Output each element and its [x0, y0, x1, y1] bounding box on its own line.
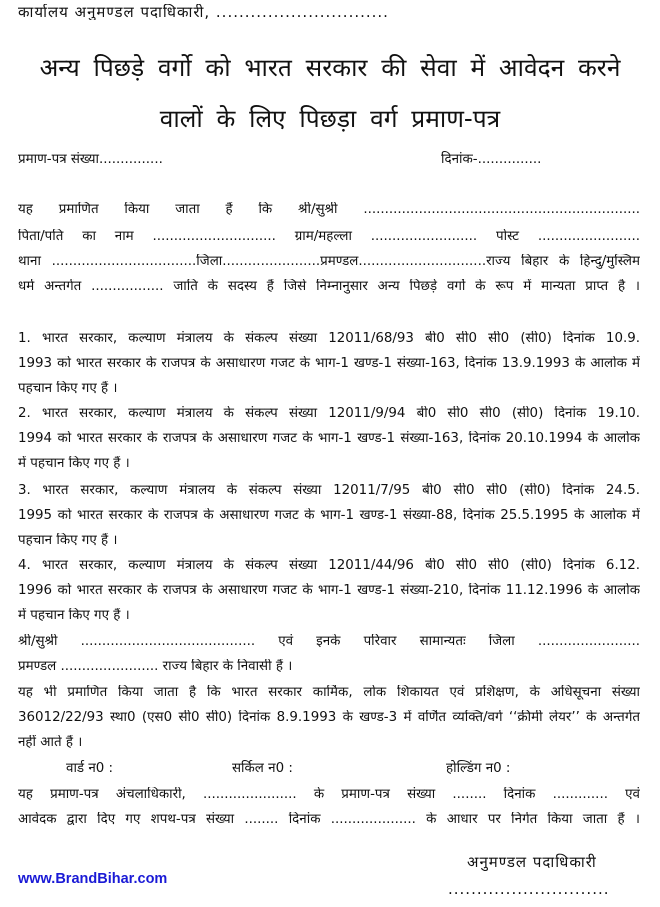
item-3-line: 1995 को भारत सरकार के राजपत्र के असाधारण गजट के भाग-1 खण्ड-1 संख्या-88, दिनांक 25.5.1995 के आलोक में	[18, 508, 640, 523]
intro-line: थाना ..................................जिला.......................प्रमण्डल..............................राज्य बिहार के हिन्दु/मुस्लिम	[18, 254, 640, 269]
creamy-layer-line: यह भी प्रमाणित किया जाता है कि भारत सरकार कार्मिक, लोक शिकायत एवं प्रशिक्षण, के अधिसूचना संख्या	[18, 685, 640, 700]
circle-number-label: सर्किल न0 :	[232, 761, 293, 776]
item-1-line: पहचान किए गए हैं ।	[18, 381, 118, 396]
intro-line: यह प्रमाणित किया जाता हैं कि श्री/सुश्री .................................................................	[18, 202, 640, 217]
certificate-date: दिनांक-...............	[441, 152, 542, 167]
issue-line: यह प्रमाण-पत्र अंचलाधिकारी, ...................... के प्रमाण-पत्र संख्या ........ दिनांक ............. एवं	[18, 787, 640, 802]
intro-line: धर्म अन्तर्गत ................. जाति के सदस्य हैं जिसे निम्नानुसार अन्य पिछड़े वर्गो के रूप में मान्यता प्राप्त है ।	[18, 279, 640, 294]
title-line-1: अन्य पिछड़े वर्गो को भारत सरकार की सेवा में आवेदन करने	[39, 53, 621, 82]
item-4-line: में पहचान किए गए हैं ।	[18, 608, 130, 623]
issue-line: आवेदक द्वारा दिए गए शपथ-पत्र संख्या ........ दिनांक .................... के आधार पर निर्गत किया जाता हैं ।	[18, 812, 640, 827]
office-heading: कार्यालय अनुमण्डल पदाधिकारी, ..............................	[18, 4, 389, 20]
signature-dots: ............................	[448, 880, 610, 898]
item-2-line: में पहचान किए गए हैं ।	[18, 456, 130, 471]
certificate-number: प्रमाण-पत्र संख्या...............	[18, 152, 163, 167]
item-1-line: 1. भारत सरकार, कल्याण मंत्रालय के संकल्प संख्या 12011/68/93 बी0 सी0 सी0 (सी0) दिनांक 10.9.	[18, 331, 640, 346]
residence-line: श्री/सुश्री ......................................... एवं इनके परिवार सामान्यतः जिला ........................	[18, 634, 640, 649]
item-2-line: 1994 को भारत सरकार के राजपत्र के असाधारण गजट के भाग-1 खण्ड-1 संख्या-163, दिनांक 20.10.1994 के आलोक	[18, 431, 640, 446]
item-1-line: 1993 को भारत सरकार के राजपत्र के असाधारण गजट के भाग-1 खण्ड-1 संख्या-163, दिनांक 13.9.1993 के आलोक में	[18, 356, 640, 371]
title-line-2: वालों के लिए पिछड़ा वर्ग प्रमाण-पत्र	[159, 104, 501, 133]
holding-number-label: होल्डिंग न0 :	[446, 761, 511, 776]
item-3-line: 3. भारत सरकार, कल्याण मंत्रालय के संकल्प संख्या 12011/7/95 बी0 सी0 सी0 (सी0) दिनांक 24.5.	[18, 483, 640, 498]
signatory-title: अनुमण्डल पदाधिकारी	[467, 853, 597, 871]
item-4-line: 4. भारत सरकार, कल्याण मंत्रालय के संकल्प संख्या 12011/44/96 बी0 सी0 सी0 (सी0) दिनांक 6.12.	[18, 558, 640, 573]
item-2-line: 2. भारत सरकार, कल्याण मंत्रालय के संकल्प संख्या 12011/9/94 बी0 सी0 सी0 (सी0) दिनांक 19.10.	[18, 406, 640, 421]
intro-line: पिता/पति का नाम ............................. ग्राम/महल्ला ......................... पोस्ट ........................	[18, 229, 640, 244]
website-link[interactable]: www.BrandBihar.com	[18, 871, 168, 887]
residence-line: प्रमण्डल ....................... राज्य बिहार के निवासी हैं ।	[18, 659, 293, 674]
item-3-line: पहचान किए गए हैं ।	[18, 533, 118, 548]
creamy-layer-line: नहीं आते हैं ।	[18, 735, 83, 750]
item-4-line: 1996 को भारत सरकार के राजपत्र के असाधारण गजट के भाग-1 खण्ड-1 संख्या-210, दिनांक 11.12.1996 के आलोक	[18, 583, 640, 598]
creamy-layer-line: 36012/22/93 स्था0 (एस0 सी0 सी0) दिनांक 8.9.1993 के खण्ड-3 में वर्णित व्यक्ति/वर्ग ‘‘क्रीमी लेयर’’ के अन्तर्गत	[18, 710, 640, 725]
ward-number-label: वार्ड न0 :	[66, 761, 114, 776]
